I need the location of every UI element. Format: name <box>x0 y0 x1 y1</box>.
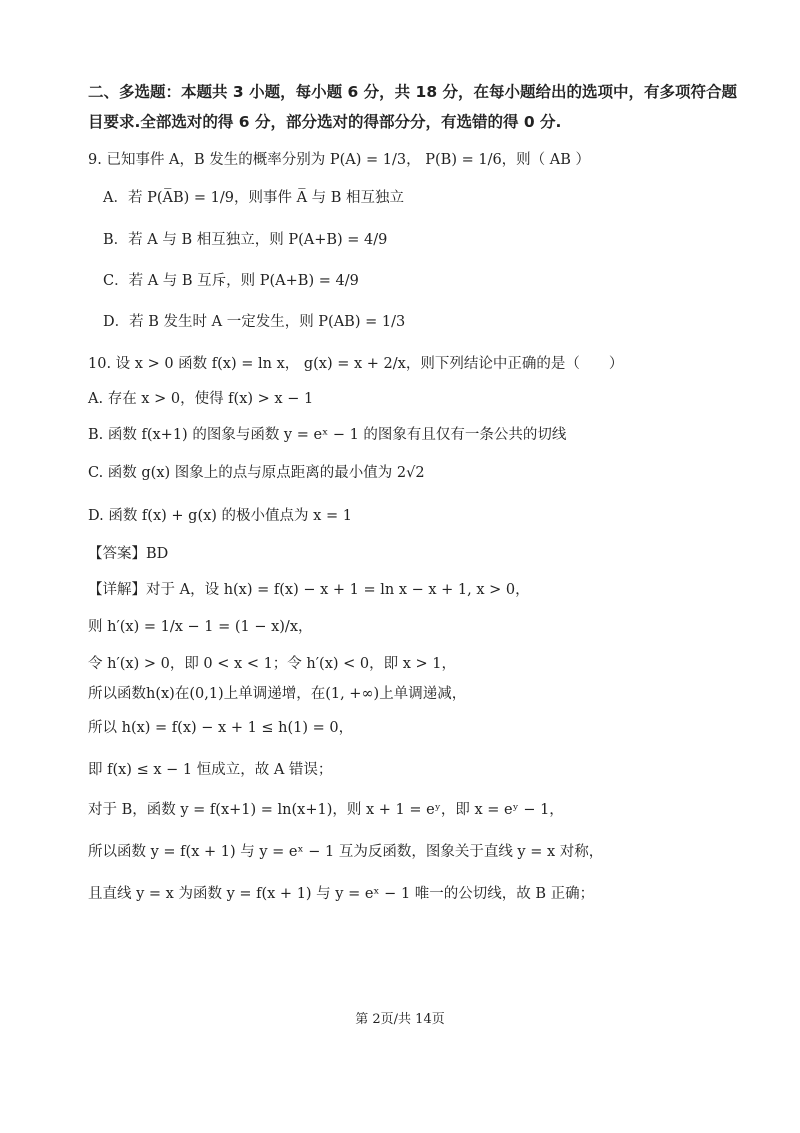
q10-stem: 10. 设 x > 0 函数 f(x) = ln x， g(x) = x + 2/x，则下列结论中正确的是（ ） <box>88 356 624 372</box>
detail-line-6: 即 f(x) ≤ x − 1 恒成立，故 A 错误； <box>88 762 333 778</box>
q10-option-a: A. 存在 x > 0，使得 f(x) > x − 1 <box>88 391 314 407</box>
section-heading-line2: 目要求.全部选对的得 6 分，部分选对的得部分分，有选错的得 0 分. <box>88 113 562 131</box>
detail-line-2: 则 h′(x) = 1/x − 1 = (1 − x)/x， <box>88 619 313 635</box>
q9-option-d: D．若 B 发生时 A 一定发生，则 P(AB) = 1/3 <box>103 314 406 330</box>
q9-option-a: A．若 P(A̅B) = 1/9，则事件 A̅ 与 B 相互独立 <box>103 190 405 206</box>
q10-option-c: C. 函数 g(x) 图象上的点与原点距离的最小值为 2√2 <box>88 465 425 481</box>
q9-option-c: C．若 A 与 B 互斥，则 P(A+B) = 4/9 <box>103 273 359 289</box>
q9-stem: 9. 已知事件 A，B 发生的概率分别为 P(A) = 1/3， P(B) = 1/6，则（ AB ） <box>88 152 591 168</box>
detail-line-1: 【详解】对于 A，设 h(x) = f(x) − x + 1 = ln x − x + 1, x > 0， <box>88 582 530 598</box>
section-heading-line1: 二、多选题：本题共 3 小题，每小题 6 分，共 18 分，在每小题给出的选项中，有多项符合题 <box>88 83 738 101</box>
detail-line-7: 对于 B，函数 y = f(x+1) = ln(x+1)，则 x + 1 = eʸ，即 x = eʸ − 1， <box>88 802 564 818</box>
detail-line-9: 且直线 y = x 为函数 y = f(x + 1) 与 y = eˣ − 1 唯一的公切线，故 B 正确； <box>88 886 595 902</box>
answer: 【答案】BD <box>88 546 169 562</box>
q10-option-d: D. 函数 f(x) + g(x) 的极小值点为 x = 1 <box>88 508 352 524</box>
q9-option-b: B．若 A 与 B 相互独立，则 P(A+B) = 4/9 <box>103 232 388 248</box>
detail-line-3: 令 h′(x) > 0，即 0 < x < 1；令 h′(x) < 0，即 x > 1， <box>88 656 457 672</box>
page-footer: 第 2页/共 14页 <box>355 1012 445 1027</box>
q10-option-b: B. 函数 f(x+1) 的图象与函数 y = eˣ − 1 的图象有且仅有一条公共的切线 <box>88 427 567 443</box>
detail-line-8: 所以函数 y = f(x + 1) 与 y = eˣ − 1 互为反函数，图象关于直线 y = x 对称， <box>88 844 604 860</box>
detail-line-5: 所以 h(x) = f(x) − x + 1 ≤ h(1) = 0， <box>88 720 354 736</box>
detail-line-4: 所以函数h(x)在(0,1)上单调递增，在(1, +∞)上单调递减， <box>88 686 467 702</box>
